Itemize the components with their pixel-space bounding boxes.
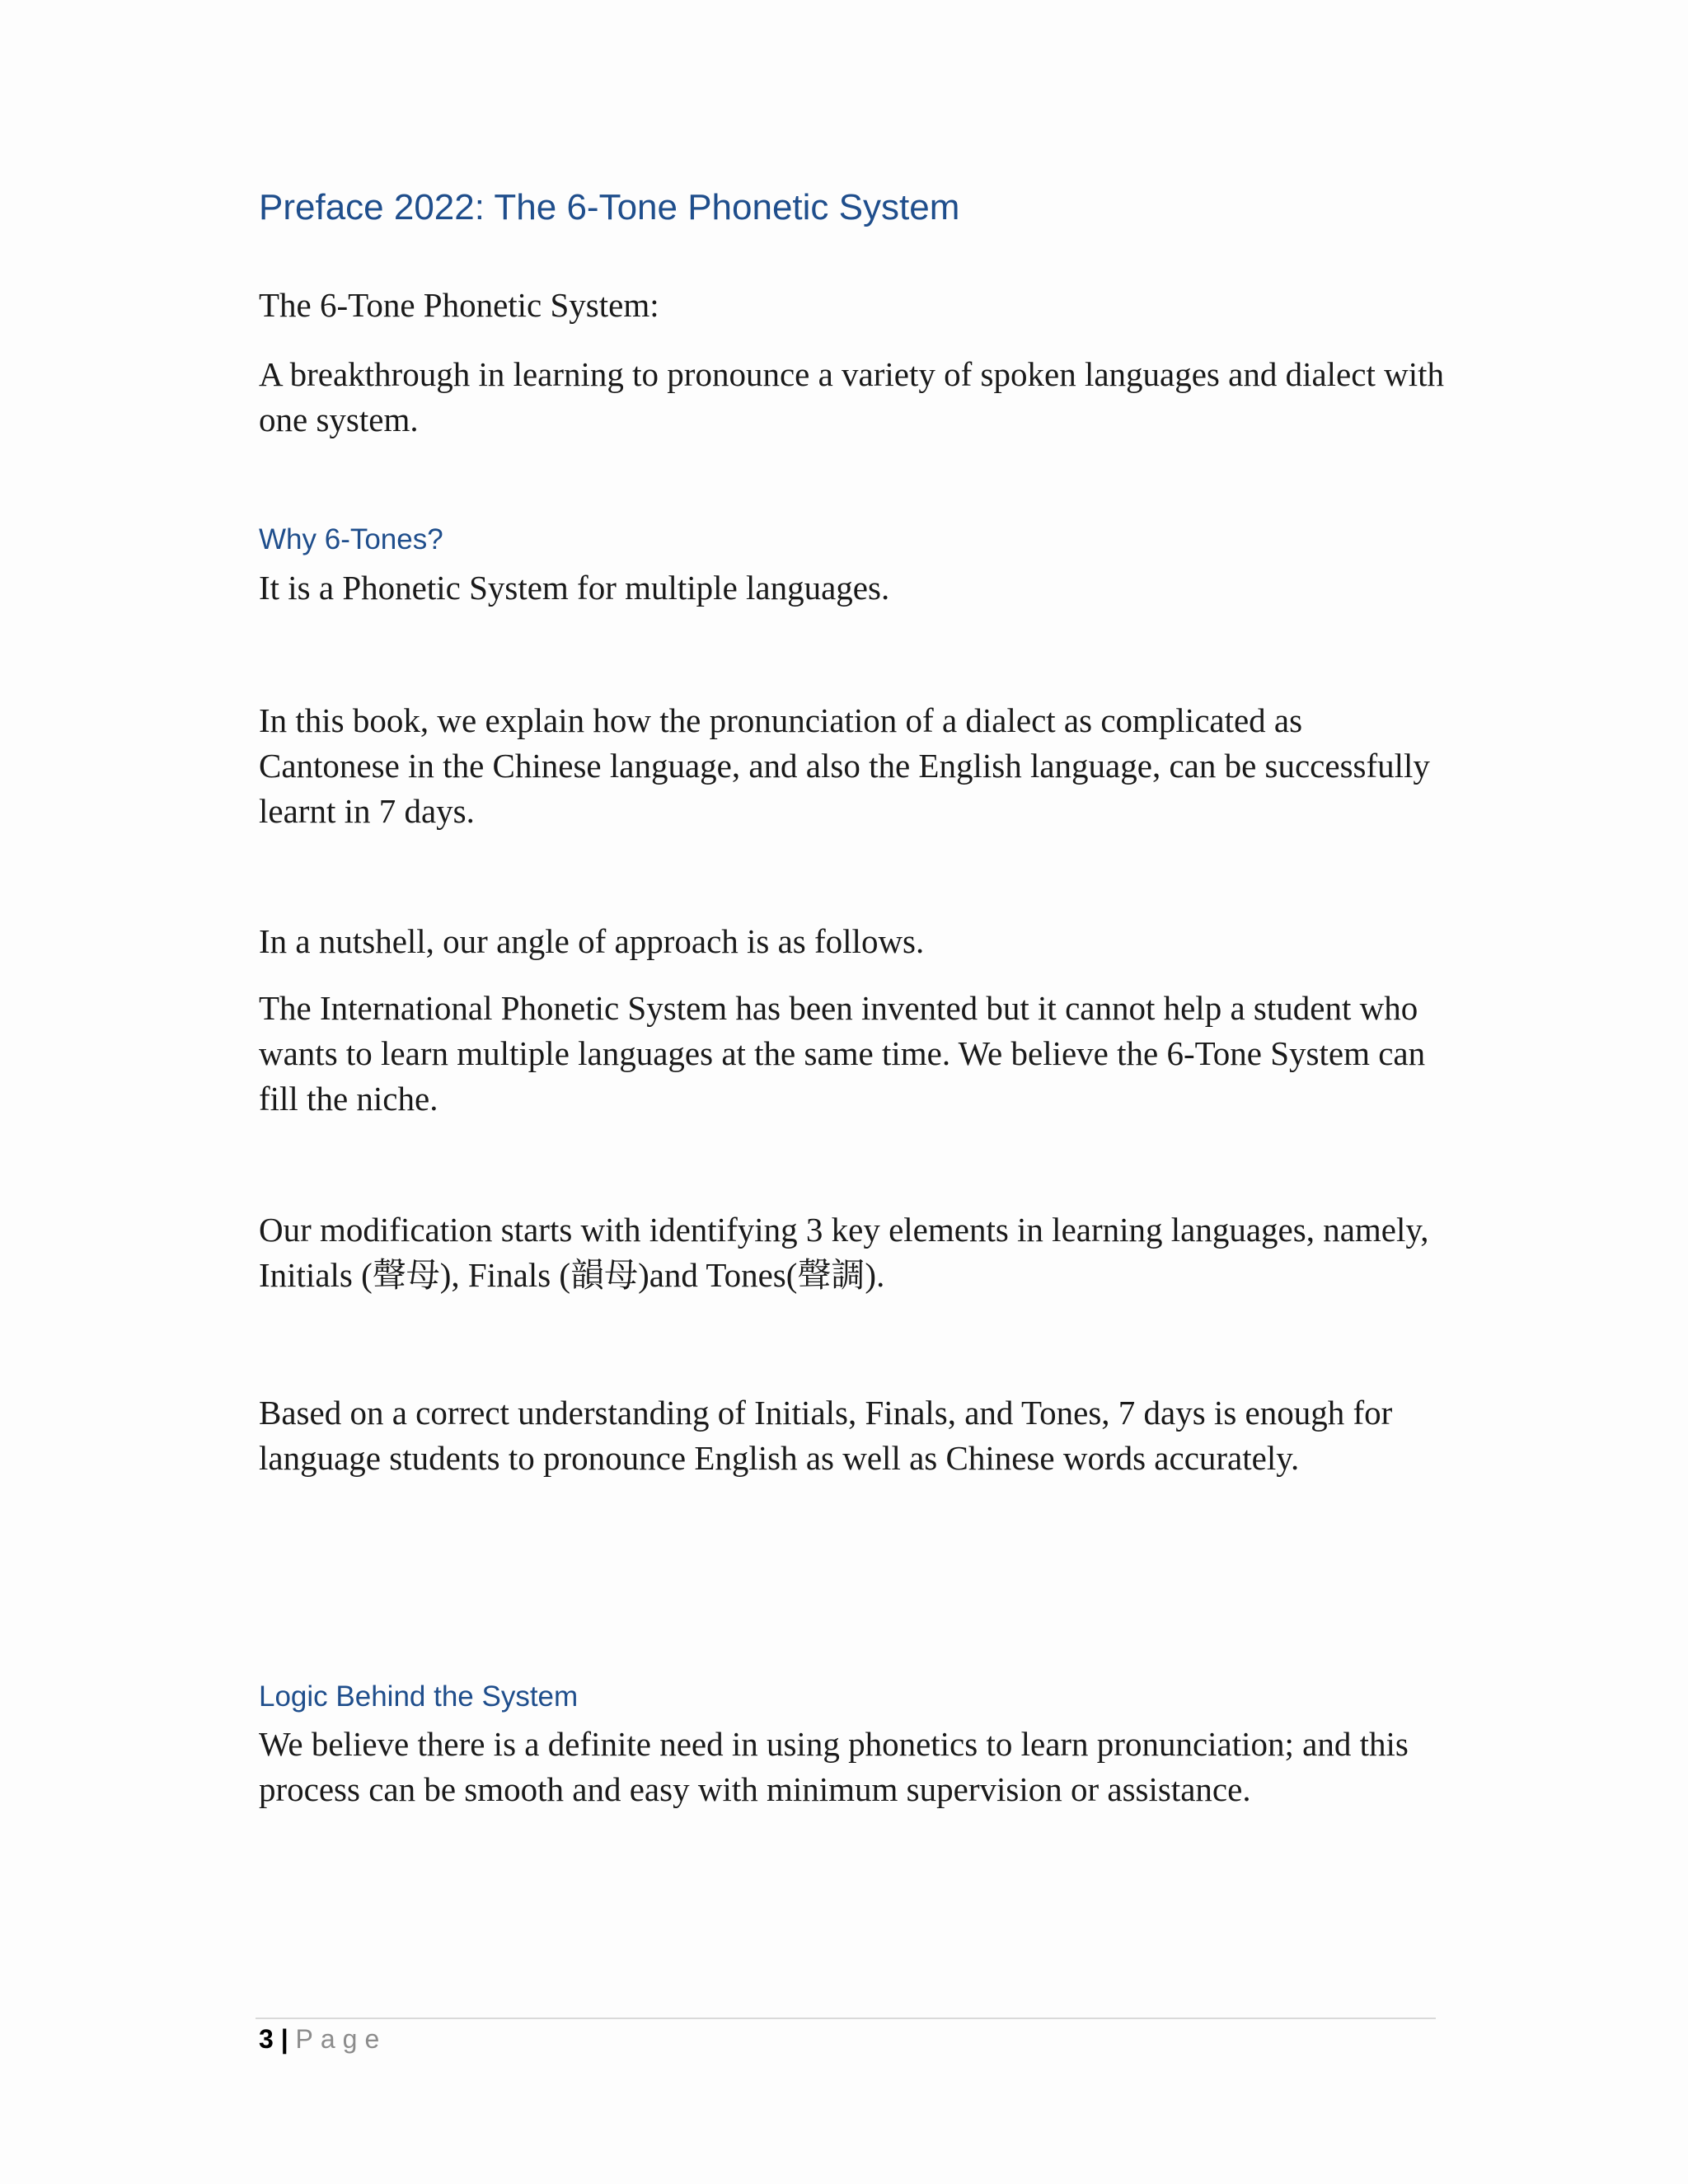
body-paragraph: Based on a correct understanding of Initials, Finals, and Tones, 7 days is enough for language students to pronounce English as well as Chinese words accurately. (259, 1394, 1393, 1477)
page-footer (259, 2023, 387, 2055)
page-number: 3 (259, 2024, 274, 2054)
body-paragraph: Our modification starts with identifying 3 key elements in learning languages, namely, Initials (聲母), Finals (韻母)and Tones(聲調). (259, 1211, 1429, 1294)
body-paragraph: It is a Phonetic System for multiple languages. (259, 569, 890, 607)
body-paragraph: In this book, we explain how the pronunciation of a dialect as complicated as Cantonese in the Chinese language, and also the English language, can be successfully learnt in 7 days. (259, 701, 1430, 830)
body-paragraph: The International Phonetic System has been invented but it cannot help a student who wants to learn multiple languages at the same time. We believe the 6-Tone System can fill the niche. (259, 989, 1426, 1118)
section-heading-why-6-tones: Why 6-Tones? (259, 523, 443, 555)
page-title: Preface 2022: The 6-Tone Phonetic System (259, 187, 960, 227)
intro-line: The 6-Tone Phonetic System: (259, 286, 659, 324)
body-paragraph: We believe there is a definite need in using phonetics to learn pronunciation; and this process can be smooth and easy with minimum supervision or assistance. (259, 1725, 1409, 1808)
intro-paragraph: A breakthrough in learning to pronounce a variety of spoken languages and dialect with one system. (259, 355, 1444, 438)
footer-divider (256, 2018, 1436, 2019)
page-label: Page (295, 2024, 387, 2054)
page-separator: | (280, 2024, 288, 2054)
section-heading-logic: Logic Behind the System (259, 1680, 579, 1713)
body-paragraph: In a nutshell, our angle of approach is as follows. (259, 922, 925, 960)
